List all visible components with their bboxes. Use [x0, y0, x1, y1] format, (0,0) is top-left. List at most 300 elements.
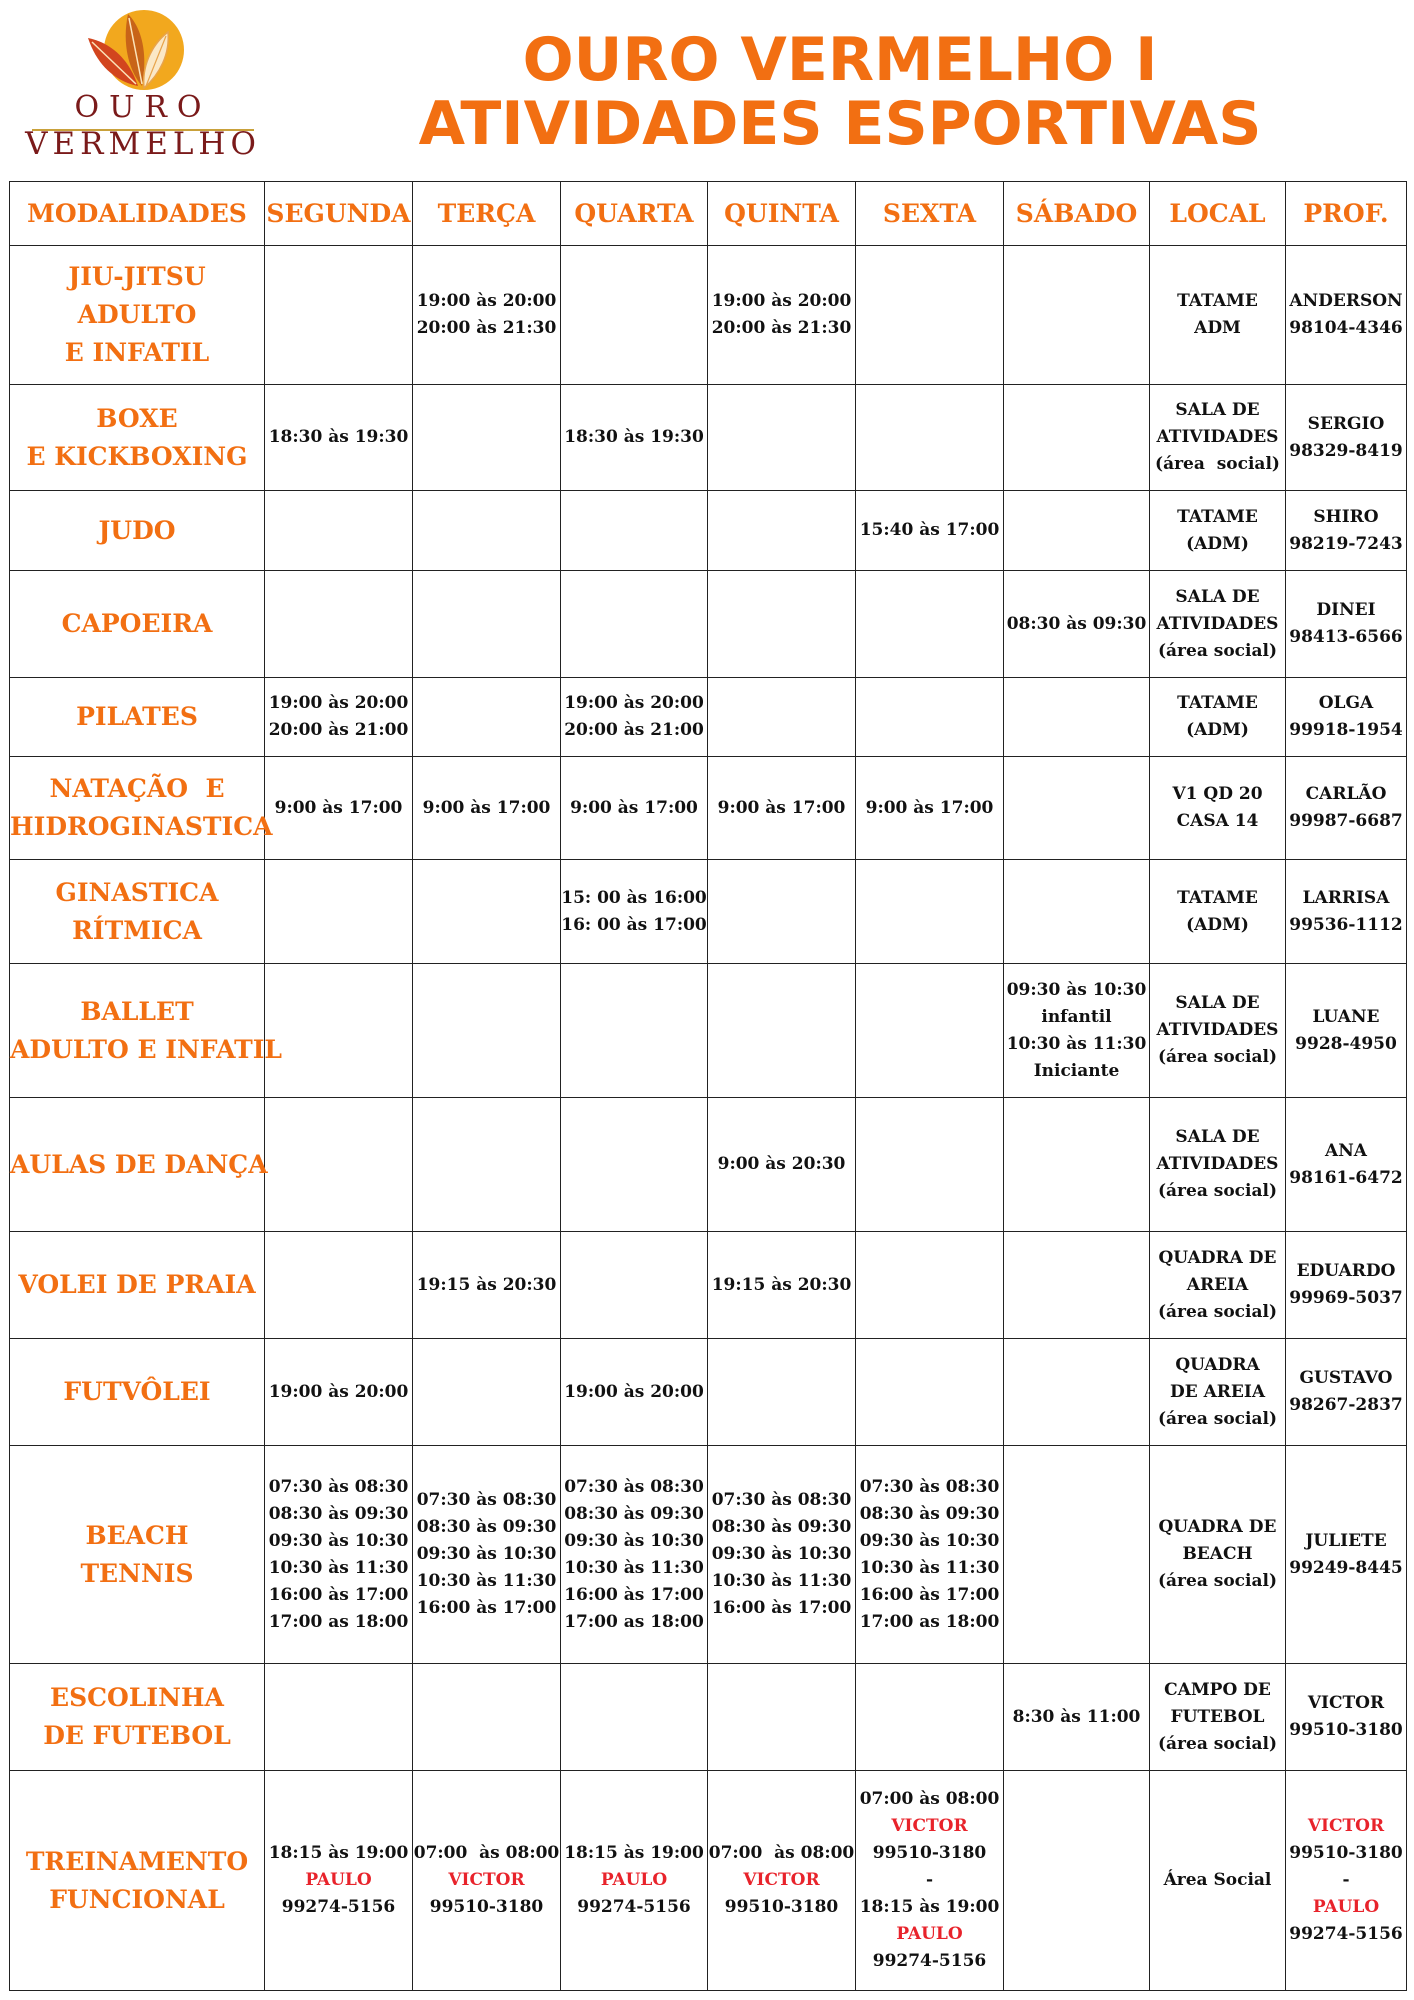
cell-line: (área social) — [1158, 1408, 1277, 1429]
schedule-cell-terca — [413, 1664, 561, 1771]
schedule-cell-sabado — [1004, 1339, 1150, 1446]
schedule-cell-segunda — [265, 1664, 413, 1771]
instructor-name: PAULO — [305, 1870, 372, 1890]
cell-line: RÍTMICA — [72, 915, 202, 945]
schedule-cell-sexta — [856, 1098, 1004, 1232]
header-modalidades: MODALIDADES — [10, 182, 265, 246]
schedule-cell-segunda — [265, 491, 413, 571]
schedule-cell-terca — [413, 1339, 561, 1446]
cell-line: FUTEBOL — [1170, 1706, 1265, 1727]
schedule-table — [9, 181, 1407, 1991]
schedule-cell-sabado — [1004, 1771, 1150, 1991]
cell-line: SHIRO — [1313, 506, 1379, 527]
schedule-cell-terca — [413, 1232, 561, 1339]
prof-cell — [1286, 964, 1407, 1098]
local-cell — [1150, 964, 1286, 1098]
cell-line: 08:30 às 09:30 — [859, 1503, 1000, 1524]
local-cell — [1150, 491, 1286, 571]
header-local: LOCAL — [1150, 182, 1286, 246]
schedule-cell-terca — [413, 246, 561, 385]
cell-line: BALLET — [80, 996, 194, 1026]
local-cell — [1150, 571, 1286, 678]
local-cell — [1150, 1446, 1286, 1664]
instructor-name: VICTOR — [1307, 1816, 1385, 1836]
cell-line: 19:00 às 20:00 — [564, 693, 704, 713]
logo-text-ouro: OURO — [74, 90, 212, 125]
cell-line: CAPOEIRA — [61, 609, 213, 638]
page-title — [330, 25, 1350, 159]
cell-line: CARLÃO — [1305, 784, 1387, 804]
schedule-cell-sexta — [856, 1771, 1004, 1991]
prof-cell — [1286, 1232, 1407, 1339]
local-cell — [1150, 385, 1286, 491]
cell-line: SALA DE — [1175, 586, 1260, 607]
cell-line: 99274-5156 — [577, 1897, 691, 1917]
schedule-cell-sexta — [856, 571, 1004, 678]
instructor-name: PAULO — [600, 1870, 668, 1890]
schedule-cell-quarta — [561, 246, 708, 385]
title-line-2: ATIVIDADES ESPORTIVAS — [418, 89, 1262, 159]
cell-line: ADULTO E INFATIL — [10, 1034, 282, 1064]
cell-line: 10:30 às 11:30 — [564, 1557, 704, 1578]
cell-line: 07:00 às 08:00 — [708, 1843, 855, 1863]
schedule-cell-sexta — [856, 385, 1004, 491]
schedule-cell-quinta — [708, 246, 856, 385]
schedule-cell-segunda — [265, 757, 413, 860]
prof-cell — [1286, 1446, 1407, 1664]
schedule-cell-quinta — [708, 385, 856, 491]
header-quinta: QUINTA — [708, 182, 856, 246]
schedule-cell-terca — [413, 1771, 561, 1991]
logo-text-vermelho: VERMELHO — [25, 126, 261, 162]
schedule-cell-segunda — [265, 1446, 413, 1664]
schedule-cell-terca — [413, 757, 561, 860]
schedule-cell-terca — [413, 571, 561, 678]
cell-line: TREINAMENTO — [25, 1846, 249, 1876]
cell-line: (ADM) — [1186, 914, 1249, 935]
schedule-cell-terca — [413, 860, 561, 964]
instructor-name: PAULO — [1312, 1897, 1380, 1917]
prof-cell — [1286, 1664, 1407, 1771]
modalidade-cell — [10, 1446, 265, 1664]
schedule-cell-sabado — [1004, 1446, 1150, 1664]
cell-line: 10:30 às 11:30 — [859, 1557, 1000, 1578]
cell-line: 9:00 às 20:30 — [717, 1154, 846, 1174]
cell-line: 9:00 às 17:00 — [865, 797, 994, 818]
cell-line: 9:00 às 17:00 — [274, 797, 403, 818]
cell-line: 18:15 às 19:00 — [268, 1843, 409, 1863]
local-cell — [1150, 1664, 1286, 1771]
cell-line: 18:15 às 19:00 — [859, 1897, 1000, 1917]
schedule-cell-terca — [413, 678, 561, 757]
cell-line: LUANE — [1312, 1006, 1380, 1027]
cell-line: (ADM) — [1186, 533, 1249, 554]
schedule-cell-quarta — [561, 385, 708, 491]
cell-line: Área Social — [1163, 1870, 1272, 1890]
modalidade-cell — [10, 246, 265, 385]
cell-line: 99274-5156 — [872, 1951, 987, 1971]
table-row — [10, 246, 1407, 385]
modalidade-cell — [10, 1098, 268, 1232]
local-cell — [1150, 1771, 1286, 1991]
cell-line: 07:30 às 08:30 — [416, 1490, 557, 1510]
header-sabado: SÁBADO — [1004, 182, 1150, 246]
schedule-cell-segunda — [265, 860, 413, 964]
cell-line: E INFATIL — [64, 338, 210, 367]
cell-line: 16:00 às 17:00 — [711, 1598, 852, 1618]
cell-line: (área social) — [1158, 1181, 1277, 1201]
table-row — [10, 757, 1407, 860]
cell-line: Iniciante — [1033, 1060, 1120, 1081]
cell-line: 99918-1954 — [1289, 720, 1403, 740]
cell-line: TATAME — [1177, 693, 1258, 713]
schedule-body — [10, 246, 1407, 1991]
schedule-cell-quarta — [561, 1232, 708, 1339]
local-cell — [1150, 1232, 1286, 1339]
schedule-cell-quarta — [561, 491, 708, 571]
schedule-cell-sabado — [1004, 385, 1150, 491]
schedule-cell-quinta — [708, 491, 856, 571]
local-cell — [1150, 678, 1286, 757]
cell-line: HIDROGINASTICA — [10, 812, 273, 841]
title-line-1: OURO VERMELHO I — [522, 25, 1158, 95]
cell-line: ATIVIDADES — [1156, 613, 1279, 634]
cell-line: (área social) — [1158, 1047, 1277, 1067]
schedule-cell-quarta — [561, 757, 708, 860]
schedule-cell-segunda — [265, 1098, 413, 1232]
schedule-cell-quarta — [561, 860, 708, 964]
table-row — [10, 1664, 1407, 1771]
schedule-cell-quarta — [561, 1339, 708, 1446]
instructor-name: VICTOR — [448, 1870, 525, 1890]
cell-line: 98104-4346 — [1289, 318, 1403, 338]
prof-cell — [1286, 1771, 1407, 1991]
header-sexta: SEXTA — [856, 182, 1004, 246]
cell-line: BEACH — [1182, 1544, 1253, 1564]
cell-line: FUNCIONAL — [49, 1884, 225, 1914]
schedule-cell-segunda — [265, 246, 413, 385]
schedule-cell-terca — [413, 491, 561, 571]
cell-line: SALA DE — [1175, 400, 1260, 420]
modalidade-cell — [10, 1664, 265, 1771]
instructor-name: VICTOR — [743, 1870, 820, 1890]
cell-line: 10:30 às 11:30 — [1006, 1033, 1147, 1054]
cell-line: E KICKBOXING — [26, 441, 248, 471]
cell-line: JUDO — [98, 515, 176, 545]
prof-cell — [1286, 246, 1407, 385]
cell-line: CAMPO DE — [1164, 1679, 1271, 1700]
cell-line: (área social) — [1155, 454, 1280, 474]
schedule-cell-sexta — [856, 860, 1004, 964]
schedule-cell-quinta — [708, 678, 856, 757]
cell-line: 98267-2837 — [1289, 1395, 1403, 1415]
schedule-cell-quarta — [561, 571, 708, 678]
cell-line: 10:30 às 11:30 — [416, 1571, 557, 1591]
cell-line: FUTVÔLEI — [63, 1377, 211, 1406]
cell-line: 15:40 às 17:00 — [859, 520, 1000, 540]
modalidade-cell — [10, 860, 265, 964]
table-row — [10, 1232, 1407, 1339]
cell-line: ANA — [1325, 1140, 1367, 1161]
cell-line: 99510-3180 — [429, 1897, 544, 1917]
cell-line: 08:30 às 09:30 — [564, 1503, 704, 1524]
cell-line: ATIVIDADES — [1156, 1020, 1279, 1040]
prof-cell — [1286, 491, 1407, 571]
cell-line: AULAS DE DANÇA — [10, 1149, 268, 1179]
table-row — [10, 1771, 1407, 1991]
prof-cell — [1286, 860, 1407, 964]
schedule-cell-quinta — [708, 1339, 856, 1446]
cell-line: 99510-3180 — [1289, 1843, 1403, 1863]
cell-line: 07:30 às 08:30 — [859, 1476, 1000, 1497]
cell-line: ATIVIDADES — [1156, 427, 1279, 447]
cell-line: BEACH — [85, 1520, 189, 1550]
cell-line: QUADRA DE — [1158, 1517, 1277, 1537]
instructor-name: PAULO — [896, 1924, 963, 1944]
cell-line: 09:30 às 10:30 — [416, 1544, 557, 1564]
modalidade-cell — [10, 491, 265, 571]
cell-line: 09:30 às 10:30 — [711, 1544, 852, 1564]
schedule-cell-quinta — [708, 757, 856, 860]
cell-line: 08:30 às 09:30 — [1006, 613, 1147, 634]
schedule-cell-quinta — [708, 1232, 856, 1339]
cell-line: TATAME — [1177, 887, 1258, 908]
prof-cell — [1286, 678, 1407, 757]
local-cell — [1150, 246, 1286, 385]
header-row — [10, 182, 1407, 246]
cell-line: 08:30 às 09:30 — [268, 1503, 409, 1524]
schedule-cell-quarta — [561, 1771, 708, 1991]
schedule-cell-terca — [413, 385, 561, 491]
table-row — [10, 678, 1407, 757]
schedule-cell-sexta — [856, 246, 1004, 385]
cell-line: 19:00 às 20:00 — [268, 693, 409, 713]
cell-line: JULIETE — [1305, 1530, 1387, 1551]
modalidade-cell — [10, 385, 265, 491]
cell-line: GUSTAVO — [1299, 1368, 1393, 1388]
schedule-cell-quarta — [561, 964, 708, 1098]
cell-line: 18:30 às 19:30 — [268, 427, 409, 447]
table-row — [10, 964, 1407, 1098]
cell-line: 8:30 às 11:00 — [1012, 1706, 1141, 1727]
modalidade-cell — [10, 571, 265, 678]
cell-line: 19:00 às 20:00 — [564, 1381, 704, 1402]
cell-line: (ADM) — [1186, 720, 1249, 740]
schedule-cell-sexta — [856, 1232, 1004, 1339]
table-row — [10, 1098, 1407, 1232]
schedule-cell-quinta — [708, 1098, 856, 1232]
schedule-cell-sabado — [1004, 1232, 1150, 1339]
cell-line: 98329-8419 — [1289, 440, 1403, 461]
cell-line: 16: 00 às 17:00 — [561, 914, 707, 935]
cell-line: 9:00 às 17:00 — [717, 797, 846, 818]
cell-line: 99987-6687 — [1289, 811, 1403, 831]
cell-line: 20:00 às 21:30 — [711, 318, 852, 338]
cell-line: 19:00 às 20:00 — [268, 1381, 409, 1402]
cell-line: - — [925, 1870, 934, 1890]
schedule-cell-terca — [413, 1098, 561, 1232]
schedule-cell-terca — [413, 964, 561, 1098]
schedule-cell-sexta — [856, 1446, 1004, 1664]
cell-line: 09:30 às 10:30 — [268, 1530, 409, 1551]
cell-line: 99249-8445 — [1289, 1557, 1403, 1578]
cell-line: ATIVIDADES — [1156, 1154, 1279, 1174]
schedule-cell-segunda — [265, 1771, 413, 1991]
cell-line: VICTOR — [1307, 1693, 1385, 1713]
cell-line: 18:15 às 19:00 — [564, 1843, 704, 1863]
cell-line: ANDERSON — [1289, 291, 1403, 311]
schedule-cell-sexta — [856, 678, 1004, 757]
cell-line: 17:00 as 18:00 — [564, 1611, 704, 1632]
cell-line: 99274-5156 — [281, 1897, 396, 1917]
schedule-cell-segunda — [265, 678, 413, 757]
header-terca: TERÇA — [413, 182, 561, 246]
schedule-cell-sexta — [856, 757, 1004, 860]
schedule-cell-sabado — [1004, 1664, 1150, 1771]
modalidade-cell — [10, 1339, 265, 1446]
cell-line: 19:15 às 20:30 — [416, 1274, 557, 1295]
prof-cell — [1286, 757, 1407, 860]
cell-line: 07:00 às 08:00 — [413, 1843, 560, 1863]
schedule-cell-segunda — [265, 571, 413, 678]
table-row — [10, 1446, 1407, 1664]
prof-cell — [1286, 1339, 1407, 1446]
schedule-cell-sabado — [1004, 964, 1150, 1098]
schedule-cell-segunda — [265, 1232, 413, 1339]
cell-line: SALA DE — [1175, 1127, 1260, 1147]
cell-line: (área social) — [1158, 1301, 1277, 1322]
cell-line: VOLEI DE PRAIA — [18, 1270, 256, 1299]
schedule-cell-quinta — [708, 860, 856, 964]
cell-line: 16:00 às 17:00 — [268, 1584, 409, 1605]
cell-line: 10:30 às 11:30 — [711, 1571, 852, 1591]
cell-line: 07:30 às 08:30 — [268, 1476, 409, 1497]
cell-line: 99274-5156 — [1289, 1924, 1403, 1944]
schedule-cell-quarta — [561, 678, 708, 757]
local-cell — [1150, 860, 1286, 964]
cell-line: TENNIS — [80, 1558, 194, 1588]
cell-line: OLGA — [1318, 693, 1374, 713]
cell-line: 99510-3180 — [724, 1897, 839, 1917]
cell-line: - — [1342, 1870, 1350, 1890]
cell-line: 09:30 às 10:30 — [1006, 979, 1147, 1000]
schedule-cell-quinta — [708, 1771, 856, 1991]
local-cell — [1150, 757, 1286, 860]
cell-line: 16:00 às 17:00 — [564, 1584, 704, 1605]
cell-line: 15: 00 às 16:00 — [561, 887, 707, 908]
table-row — [10, 1339, 1407, 1446]
header-prof: PROF. — [1286, 182, 1407, 246]
cell-line: SERGIO — [1307, 413, 1385, 434]
cell-line: (área social) — [1158, 1733, 1277, 1754]
cell-line: LARRISA — [1302, 887, 1390, 908]
modalidade-cell — [10, 1232, 265, 1339]
cell-line: QUADRA — [1175, 1354, 1260, 1375]
schedule-cell-quinta — [708, 1664, 856, 1771]
cell-line: 17:00 as 18:00 — [859, 1611, 1000, 1632]
cell-line: PILATES — [76, 702, 198, 731]
cell-line: GINASTICA — [55, 877, 219, 907]
schedule-cell-segunda — [265, 1339, 413, 1446]
cell-line: (área social) — [1158, 1571, 1277, 1591]
cell-line: ESCOLINHA — [50, 1683, 224, 1712]
cell-line: 99969-5037 — [1289, 1288, 1403, 1308]
instructor-name: VICTOR — [891, 1816, 968, 1836]
cell-line: 07:30 às 08:30 — [564, 1476, 704, 1497]
cell-line: infantil — [1041, 1006, 1112, 1027]
cell-line: V1 QD 20 — [1172, 784, 1263, 804]
cell-line: SALA DE — [1175, 993, 1260, 1013]
table-row — [10, 491, 1407, 571]
schedule-cell-quinta — [708, 1446, 856, 1664]
table-row — [10, 860, 1407, 964]
cell-line: DE FUTEBOL — [43, 1721, 231, 1750]
cell-line: 08:30 às 09:30 — [416, 1517, 557, 1537]
cell-line: JIU-JITSU — [68, 262, 206, 291]
leaf-sun-logo-icon — [18, 8, 268, 98]
cell-line: 19:15 às 20:30 — [711, 1274, 852, 1295]
schedule-cell-quinta — [708, 571, 856, 678]
cell-line: 16:00 às 17:00 — [859, 1584, 1000, 1605]
table-row — [10, 571, 1407, 678]
cell-line: DE AREIA — [1169, 1381, 1266, 1402]
local-cell — [1150, 1098, 1286, 1232]
modalidade-cell — [10, 757, 273, 860]
header-segunda: SEGUNDA — [265, 182, 413, 246]
schedule-cell-sexta — [856, 491, 1004, 571]
schedule-cell-sexta — [856, 1664, 1004, 1771]
schedule-cell-quarta — [561, 1664, 708, 1771]
cell-line: 99510-3180 — [1289, 1720, 1403, 1740]
schedule-cell-sabado — [1004, 246, 1150, 385]
schedule-cell-segunda — [265, 964, 413, 1098]
cell-line: ADM — [1194, 318, 1241, 338]
local-cell — [1150, 1339, 1286, 1446]
schedule-cell-terca — [413, 1446, 561, 1664]
cell-line: 9:00 às 17:00 — [570, 797, 698, 818]
schedule-cell-sabado — [1004, 757, 1150, 860]
cell-line: 9:00 às 17:00 — [422, 797, 551, 818]
cell-line: 19:00 às 20:00 — [416, 291, 557, 311]
cell-line: CASA 14 — [1176, 811, 1259, 831]
modalidade-cell — [10, 678, 265, 757]
cell-line: 17:00 as 18:00 — [268, 1611, 409, 1632]
cell-line: NATAÇÃO E — [49, 774, 225, 803]
schedule-cell-quarta — [561, 1098, 708, 1232]
cell-line: 98161-6472 — [1289, 1167, 1403, 1188]
schedule-cell-sabado — [1004, 1098, 1150, 1232]
prof-cell — [1286, 1098, 1407, 1232]
cell-line: 20:00 às 21:00 — [564, 720, 704, 740]
cell-line: 16:00 às 17:00 — [416, 1598, 557, 1618]
cell-line: 98219-7243 — [1289, 533, 1403, 554]
cell-line: 07:00 às 08:00 — [859, 1789, 1000, 1809]
cell-line: 07:30 às 08:30 — [711, 1490, 852, 1510]
cell-line: 98413-6566 — [1289, 627, 1403, 647]
schedule-cell-quarta — [561, 1446, 708, 1664]
cell-line: 09:30 às 10:30 — [564, 1530, 704, 1551]
modalidade-cell — [10, 964, 282, 1098]
schedule-cell-sexta — [856, 964, 1004, 1098]
cell-line: 99510-3180 — [872, 1843, 987, 1863]
schedule-cell-sabado — [1004, 571, 1150, 678]
cell-line: 18:30 às 19:30 — [564, 427, 704, 447]
schedule-cell-sabado — [1004, 491, 1150, 571]
cell-line: 20:00 às 21:00 — [268, 720, 409, 740]
cell-line: 99536-1112 — [1289, 914, 1403, 935]
cell-line: (área social) — [1158, 640, 1277, 661]
table-row — [10, 385, 1407, 491]
